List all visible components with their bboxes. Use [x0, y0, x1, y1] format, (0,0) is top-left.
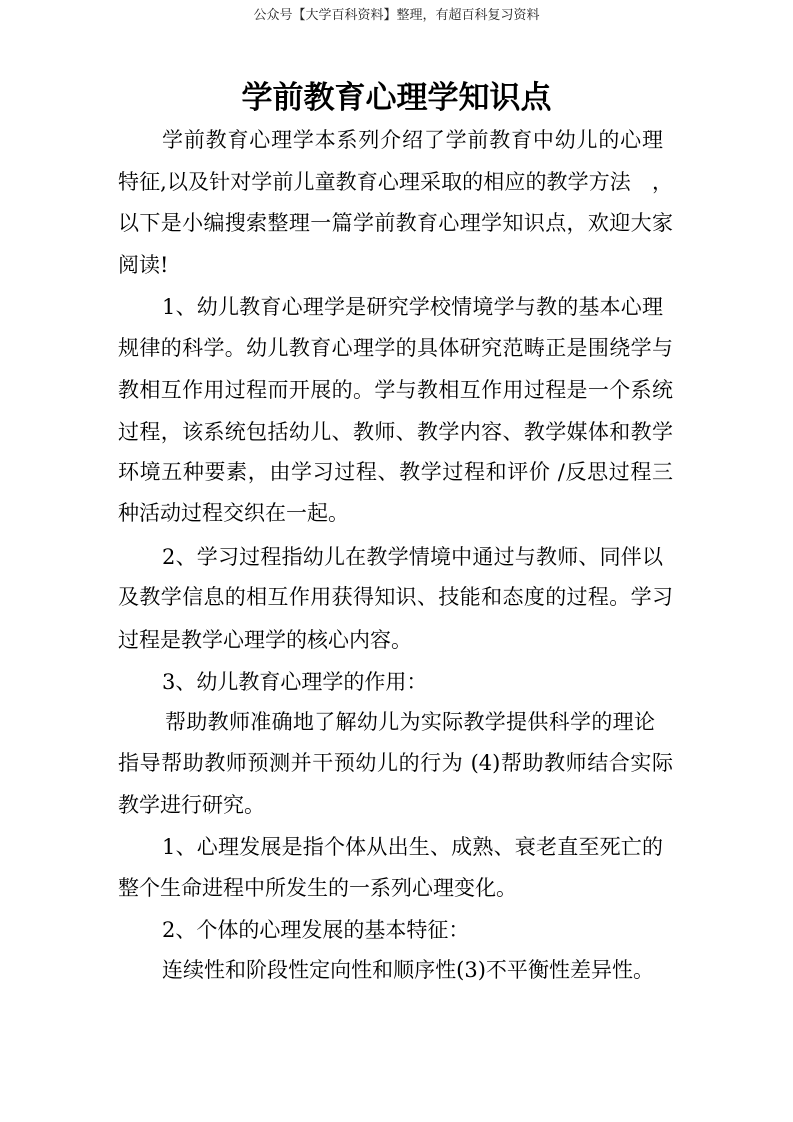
paragraph-line: 阅读! [118, 253, 169, 277]
page-header: 公众号【大学百科资料】整理，有超百科复习资料 [253, 8, 540, 23]
paragraph-line: 及教学信息的相互作用获得知识、技能和态度的过程。学习 [118, 585, 673, 609]
paragraph-line: 3、幼儿教育心理学的作用： [162, 670, 428, 694]
paragraph-line: 2、学习过程指幼儿在教学情境中通过与教师、同伴以 [162, 545, 663, 569]
paragraph-line: 教相互作用过程而开展的。学与教相互作用过程是一个系统 [118, 378, 673, 402]
document-title: 学前教育心理学知识点 [241, 80, 552, 116]
paragraph-line: 规律的科学。幼儿教育心理学的具体研究范畴正是围绕学与 [118, 336, 673, 360]
paragraph-line: 连续性和阶段性定向性和顺序性(3)不平衡性差异性。 [162, 958, 654, 982]
paragraph-line: 教学进行研究。 [118, 793, 265, 817]
paragraph-line: 学前教育心理学本系列介绍了学前教育中幼儿的心理 [162, 128, 663, 152]
paragraph-line: 1、幼儿教育心理学是研究学校情境学与教的基本心理 [162, 295, 663, 319]
paragraph-line: 特征,以及针对学前儿童教育心理采取的相应的教学方法 ， [118, 170, 673, 194]
paragraph-line: 1、心理发展是指个体从出生、成熟、衰老直至死亡的 [162, 835, 663, 859]
paragraph-line: 以下是小编搜索整理一篇学前教育心理学知识点，欢迎大家 [118, 211, 673, 235]
paragraph-line: 环境五种要素，由学习过程、教学过程和评价 /反思过程三 [118, 460, 673, 484]
paragraph-line: 过程，该系统包括幼儿、教师、教学内容、教学媒体和教学 [118, 420, 673, 444]
paragraph-line: 整个生命进程中所发生的一系列心理变化。 [118, 876, 517, 900]
paragraph-line: 指导帮助教师预测并干预幼儿的行为 (4)帮助教师结合实际 [118, 751, 673, 775]
paragraph-line: 帮助教师准确地了解幼儿为实际教学提供科学的理论 [165, 710, 655, 734]
paragraph-line: 过程是教学心理学的核心内容。 [118, 628, 412, 652]
paragraph-line: 种活动过程交织在一起。 [118, 501, 349, 525]
paragraph-line: 2、个体的心理发展的基本特征： [162, 918, 470, 942]
